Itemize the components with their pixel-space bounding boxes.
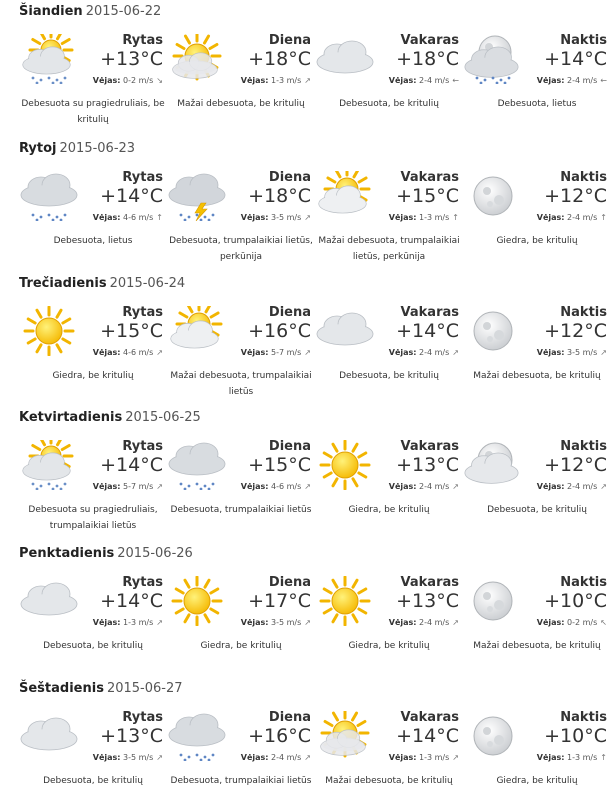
wind-speed: 5-7 m/s: [123, 482, 154, 491]
wind-label: Vėjas:: [92, 213, 121, 222]
wind-speed: 1-3 m/s: [271, 76, 302, 85]
wind-speed: 2-4 m/s: [419, 76, 450, 85]
moon-icon: [463, 306, 523, 356]
day-name: Šiandien: [19, 4, 83, 19]
temperature: +18°C: [248, 48, 311, 70]
wind-label: Vėjas:: [388, 348, 417, 357]
day-block: [0, 272, 608, 406]
moon-icon: [463, 711, 523, 761]
wind-speed: 2-4 m/s: [271, 753, 302, 762]
day-header: [19, 410, 201, 425]
sun-haze-icon: [315, 711, 375, 761]
wind-label: Vėjas:: [240, 482, 269, 491]
cloud-icon: [315, 34, 375, 84]
wind-speed: 3-5 m/s: [567, 348, 598, 357]
wind-direction-icon: ↗: [156, 348, 163, 357]
wind-label: Vėjas:: [240, 213, 269, 222]
forecast-period: [19, 572, 167, 677]
wind-direction-icon: ↘: [156, 76, 163, 85]
wind-direction-icon: ↗: [304, 76, 311, 85]
period-label: Naktis: [560, 710, 607, 725]
period-label: Rytas: [122, 170, 163, 185]
forecast-period: [463, 30, 608, 135]
wind-info: [241, 213, 311, 222]
wind-label: Vėjas:: [536, 482, 565, 491]
wind-speed: 4-6 m/s: [271, 482, 302, 491]
cloud-icon: [19, 711, 79, 761]
day-block: [0, 677, 608, 800]
forecast-period: [167, 30, 315, 135]
forecast-period: [315, 707, 463, 812]
sun-cloud-drizzle-icon: [19, 34, 79, 84]
forecast-period: [463, 436, 608, 541]
period-label: Naktis: [560, 170, 607, 185]
period-label: Naktis: [560, 439, 607, 454]
condition-description: Mažai debesuota, be kritulių: [473, 371, 601, 381]
wind-info: [241, 76, 311, 85]
condition-description: Mažai debesuota, be kritulių: [325, 776, 453, 786]
wind-label: Vėjas:: [388, 753, 417, 762]
temperature: +16°C: [248, 320, 311, 342]
wind-direction-icon: ↗: [452, 753, 459, 762]
period-label: Vakaras: [400, 439, 459, 454]
temperature: +15°C: [100, 320, 163, 342]
temperature: +13°C: [100, 48, 163, 70]
condition-description: Debesuota, lietus: [53, 236, 133, 246]
wind-label: Vėjas:: [536, 213, 565, 222]
period-label: Rytas: [122, 710, 163, 725]
wind-speed: 1-3 m/s: [419, 213, 450, 222]
wind-info: [389, 348, 459, 357]
temperature: +10°C: [544, 725, 607, 747]
condition-description: Mažai debesuota, be kritulių: [177, 99, 305, 109]
moon-cloud-icon: [463, 440, 523, 490]
day-header: [19, 546, 193, 561]
wind-info: [93, 753, 163, 762]
forecast-period: [19, 302, 167, 407]
day-date: 2015-06-27: [106, 681, 183, 696]
temperature: +14°C: [100, 185, 163, 207]
forecast-period: [315, 572, 463, 677]
wind-info: [389, 618, 459, 627]
condition-description: Debesuota, be kritulių: [487, 505, 587, 515]
period-label: Rytas: [122, 439, 163, 454]
sun-icon: [19, 306, 79, 356]
wind-label: Vėjas:: [388, 76, 417, 85]
period-label: Vakaras: [400, 575, 459, 590]
forecast-period: [315, 302, 463, 407]
forecast-period: [463, 167, 608, 272]
period-label: Naktis: [560, 305, 607, 320]
temperature: +13°C: [396, 454, 459, 476]
wind-label: Vėjas:: [92, 753, 121, 762]
day-name: Šeštadienis: [19, 681, 104, 696]
wind-label: Vėjas:: [536, 348, 565, 357]
wind-label: Vėjas:: [92, 482, 121, 491]
sun-icon: [167, 576, 227, 626]
day-date: 2015-06-24: [109, 276, 186, 291]
forecast-period: [167, 302, 315, 407]
wind-info: [93, 76, 163, 85]
wind-info: [537, 482, 607, 491]
period-label: Naktis: [560, 33, 607, 48]
wind-label: Vėjas:: [536, 753, 565, 762]
condition-description: Debesuota, be kritulių: [339, 371, 439, 381]
day-date: 2015-06-23: [59, 141, 136, 156]
condition-description: Mažai debesuota, trumpalaikiai lietūs: [170, 371, 312, 397]
wind-direction-icon: ↗: [452, 348, 459, 357]
wind-direction-icon: ↗: [156, 753, 163, 762]
wind-direction-icon: ←: [600, 76, 607, 85]
wind-speed: 1-3 m/s: [419, 753, 450, 762]
cloud-rain-icon: [167, 440, 227, 490]
temperature: +14°C: [396, 320, 459, 342]
wind-info: [537, 348, 607, 357]
sun-cloud-icon: [167, 306, 227, 356]
wind-label: Vėjas:: [536, 76, 565, 85]
day-date: 2015-06-22: [85, 4, 162, 19]
period-label: Vakaras: [400, 710, 459, 725]
day-header: [19, 276, 185, 291]
temperature: +10°C: [544, 590, 607, 612]
wind-info: [537, 618, 607, 627]
wind-direction-icon: ↗: [600, 482, 607, 491]
condition-description: Debesuota, trumpalaikiai lietūs: [170, 776, 312, 786]
period-label: Diena: [268, 33, 311, 48]
forecast-period: [167, 572, 315, 677]
period-label: Vakaras: [400, 170, 459, 185]
wind-direction-icon: ↗: [304, 618, 311, 627]
temperature: +14°C: [396, 725, 459, 747]
temperature: +13°C: [100, 725, 163, 747]
wind-info: [537, 753, 607, 762]
wind-direction-icon: ↑: [600, 753, 607, 762]
wind-label: Vėjas:: [92, 348, 121, 357]
wind-info: [389, 482, 459, 491]
wind-speed: 4-6 m/s: [123, 348, 154, 357]
wind-direction-icon: ↑: [600, 213, 607, 222]
condition-description: Debesuota, be kritulių: [43, 776, 143, 786]
forecast-period: [19, 707, 167, 812]
wind-speed: 4-6 m/s: [123, 213, 154, 222]
forecast-period: [19, 167, 167, 272]
wind-label: Vėjas:: [388, 482, 417, 491]
wind-info: [93, 618, 163, 627]
period-label: Diena: [268, 170, 311, 185]
wind-direction-icon: ↑: [452, 213, 459, 222]
moon-icon: [463, 171, 523, 221]
temperature: +14°C: [544, 48, 607, 70]
wind-direction-icon: ↗: [156, 618, 163, 627]
day-header: [19, 141, 135, 156]
day-date: 2015-06-26: [117, 546, 193, 561]
period-label: Diena: [268, 305, 311, 320]
temperature: +16°C: [248, 725, 311, 747]
period-label: Rytas: [122, 33, 163, 48]
wind-label: Vėjas:: [388, 618, 417, 627]
temperature: +14°C: [100, 590, 163, 612]
wind-info: [241, 618, 311, 627]
day-name: Penktadienis: [19, 546, 115, 561]
temperature: +15°C: [396, 185, 459, 207]
wind-info: [389, 753, 459, 762]
condition-description: Debesuota su pragiedruliais, trumpalaikiai lietūs: [28, 505, 158, 531]
moon-cloud-rain-icon: [463, 34, 523, 84]
period-label: Diena: [268, 710, 311, 725]
wind-direction-icon: ↗: [304, 482, 311, 491]
wind-label: Vėjas:: [388, 213, 417, 222]
condition-description: Mažai debesuota, trumpalaikiai lietūs, perkūnija: [318, 236, 460, 262]
temperature: +12°C: [544, 320, 607, 342]
temperature: +15°C: [248, 454, 311, 476]
period-label: Rytas: [122, 575, 163, 590]
wind-speed: 0-2 m/s: [123, 76, 154, 85]
wind-label: Vėjas:: [240, 348, 269, 357]
period-label: Diena: [268, 575, 311, 590]
cloud-icon: [19, 576, 79, 626]
wind-info: [537, 213, 607, 222]
wind-label: Vėjas:: [240, 753, 269, 762]
condition-description: Giedra, be kritulių: [348, 505, 430, 515]
wind-label: Vėjas:: [240, 618, 269, 627]
wind-direction-icon: ↗: [452, 482, 459, 491]
wind-direction-icon: ↖: [600, 618, 607, 627]
wind-direction-icon: ←: [452, 76, 459, 85]
wind-direction-icon: ↗: [304, 348, 311, 357]
wind-info: [93, 348, 163, 357]
wind-speed: 0-2 m/s: [567, 618, 598, 627]
wind-speed: 2-4 m/s: [419, 482, 450, 491]
period-label: Diena: [268, 439, 311, 454]
forecast-period: [463, 302, 608, 407]
cloud-rain-icon: [167, 711, 227, 761]
wind-info: [389, 76, 459, 85]
day-name: Ketvirtadienis: [19, 410, 123, 425]
sun-cloud-drizzle-icon: [19, 440, 79, 490]
day-block: [0, 0, 608, 137]
wind-speed: 2-4 m/s: [419, 348, 450, 357]
wind-info: [537, 76, 607, 85]
wind-info: [93, 482, 163, 491]
forecast-period: [315, 436, 463, 541]
wind-direction-icon: ↗: [156, 482, 163, 491]
wind-info: [93, 213, 163, 222]
wind-direction-icon: ↗: [304, 213, 311, 222]
condition-description: Mažai debesuota, be kritulių: [473, 641, 601, 651]
wind-speed: 5-7 m/s: [271, 348, 302, 357]
wind-speed: 2-4 m/s: [567, 482, 598, 491]
day-header: [19, 4, 161, 19]
day-name: Rytoj: [19, 141, 57, 156]
wind-label: Vėjas:: [536, 618, 565, 627]
wind-speed: 1-3 m/s: [123, 618, 154, 627]
forecast-period: [19, 436, 167, 541]
wind-direction-icon: ↑: [156, 213, 163, 222]
condition-description: Debesuota, trumpalaikiai lietūs: [170, 505, 312, 515]
wind-speed: 2-4 m/s: [419, 618, 450, 627]
sun-icon: [315, 440, 375, 490]
condition-description: Debesuota, be kritulių: [43, 641, 143, 651]
forecast-period: [315, 30, 463, 135]
condition-description: Giedra, be kritulių: [496, 776, 578, 786]
wind-speed: 3-5 m/s: [271, 213, 302, 222]
temperature: +17°C: [248, 590, 311, 612]
forecast-period: [315, 167, 463, 272]
temperature: +14°C: [100, 454, 163, 476]
forecast-period: [463, 707, 608, 812]
temperature: +12°C: [544, 454, 607, 476]
wind-info: [241, 482, 311, 491]
temperature: +12°C: [544, 185, 607, 207]
forecast-period: [463, 572, 608, 677]
temperature: +13°C: [396, 590, 459, 612]
wind-speed: 1-3 m/s: [567, 753, 598, 762]
condition-description: Giedra, be kritulių: [348, 641, 430, 651]
temperature: +18°C: [396, 48, 459, 70]
wind-label: Vėjas:: [92, 76, 121, 85]
wind-speed: 2-4 m/s: [567, 76, 598, 85]
sun-icon: [315, 576, 375, 626]
cloud-rain-icon: [19, 171, 79, 221]
wind-info: [241, 348, 311, 357]
wind-direction-icon: ↗: [452, 618, 459, 627]
day-date: 2015-06-25: [125, 410, 201, 425]
cloud-thunder-icon: [167, 171, 227, 221]
day-name: Trečiadienis: [19, 276, 107, 291]
period-label: Naktis: [560, 575, 607, 590]
wind-speed: 3-5 m/s: [123, 753, 154, 762]
wind-direction-icon: ↗: [600, 348, 607, 357]
wind-info: [389, 213, 459, 222]
condition-description: Debesuota su pragiedruliais, be kritulių: [21, 99, 165, 125]
condition-description: Giedra, be kritulių: [52, 371, 134, 381]
sun-cloud-icon: [315, 171, 375, 221]
period-label: Vakaras: [400, 305, 459, 320]
forecast-period: [167, 707, 315, 812]
condition-description: Giedra, be kritulių: [496, 236, 578, 246]
wind-direction-icon: ↗: [304, 753, 311, 762]
period-label: Rytas: [122, 305, 163, 320]
wind-info: [241, 753, 311, 762]
wind-speed: 3-5 m/s: [271, 618, 302, 627]
condition-description: Debesuota, lietus: [497, 99, 577, 109]
condition-description: Debesuota, trumpalaikiai lietūs, perkūnija: [169, 236, 313, 262]
moon-icon: [463, 576, 523, 626]
temperature: +18°C: [248, 185, 311, 207]
day-block: [0, 406, 608, 542]
forecast-period: [167, 436, 315, 541]
forecast-period: [167, 167, 315, 272]
day-header: [19, 681, 183, 696]
cloud-icon: [315, 306, 375, 356]
wind-speed: 2-4 m/s: [567, 213, 598, 222]
condition-description: Debesuota, be kritulių: [339, 99, 439, 109]
wind-label: Vėjas:: [92, 618, 121, 627]
day-block: [0, 137, 608, 272]
forecast-period: [19, 30, 167, 135]
condition-description: Giedra, be kritulių: [200, 641, 282, 651]
day-block: [0, 542, 608, 677]
sun-haze-icon: [167, 34, 227, 84]
wind-label: Vėjas:: [240, 76, 269, 85]
period-label: Vakaras: [400, 33, 459, 48]
